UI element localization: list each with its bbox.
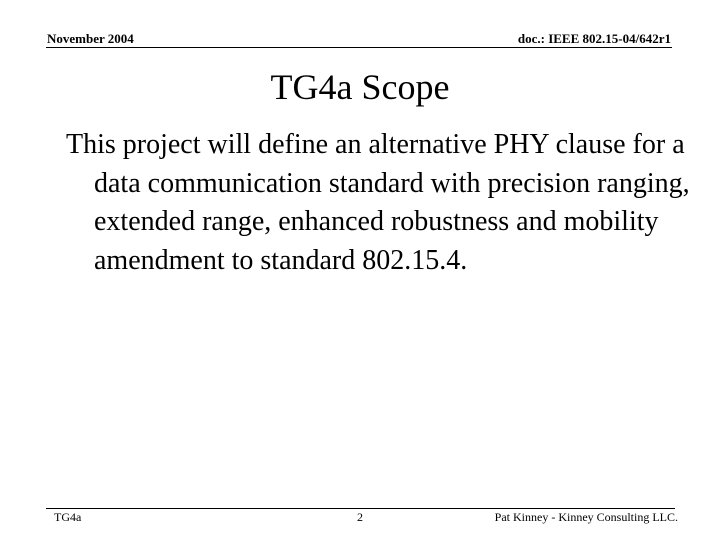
- header-date: November 2004: [47, 31, 134, 46]
- header-doc-id: doc.: IEEE 802.15-04/642r1: [517, 31, 671, 46]
- footer-divider: [46, 508, 675, 509]
- page-number: 2: [357, 510, 363, 524]
- slide-body-paragraph: This project will define an alternative PHY clause for a data communication standard with precision ranging, extended range, enhanced robustness and mobility amendment to standard 802.15.4.: [66, 129, 690, 276]
- footer-author: Pat Kinney - Kinney Consulting LLC.: [494, 510, 678, 524]
- footer-label: TG4a: [54, 510, 82, 524]
- header-divider: [46, 47, 672, 48]
- slide-title: TG4a Scope: [270, 67, 450, 107]
